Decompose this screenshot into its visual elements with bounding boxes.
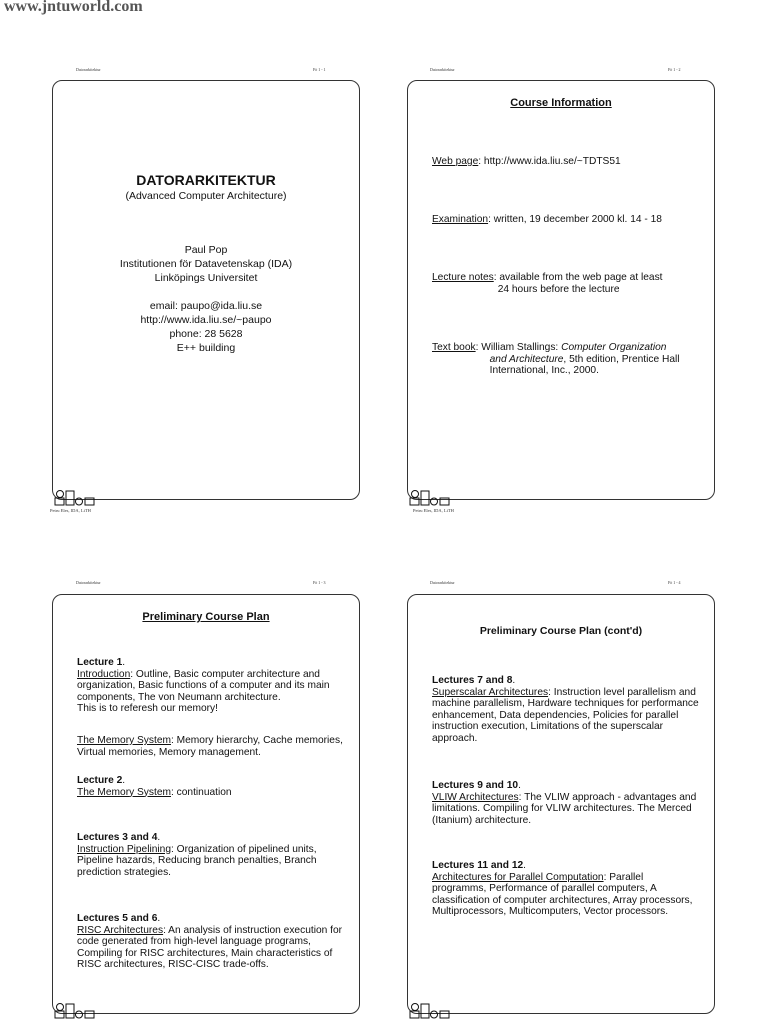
slide-2 (407, 80, 715, 500)
lecture-topic: VLIW Architectures (432, 791, 519, 803)
page-number: Fö 1 - 3 (313, 580, 326, 585)
page-number: Fö 1 - 2 (668, 67, 681, 72)
lecture-notes-row (432, 272, 700, 295)
lecture-2: Lecture 2. The Memory System: continuation (77, 775, 232, 798)
lectures-9-10: Lectures 9 and 10. VLIW Architectures: The VLIW approach - advantages and limitations. Compiling for VLIW architectures. The Merced (Itanium) architecture. (432, 780, 697, 826)
lecture-notes-label: Lecture notes (432, 272, 494, 283)
examination-value: : written, 19 december 2000 kl. 14 - 18 (488, 214, 662, 225)
homepage-url: http://www.ida.liu.se/~paupo (140, 314, 272, 326)
lecture-heading: Lecture 2 (77, 775, 123, 786)
lecture-heading: Lectures 11 and 12 (432, 860, 524, 871)
lectures-3-4: Lectures 3 and 4. Instruction Pipelining: Organization of pipelined units, Pipeline hazards, Reducing branch penalties, Branch prediction strategies. (77, 832, 317, 878)
lecture-1: Lecture 1. Introduction: Outline, Basic computer architecture and organization, Basic functions of a computer and its main components, The von Neumann architecture. This is to referesh our memory! (77, 657, 345, 715)
text-book-label: Text book (432, 342, 476, 353)
slide-title: Course Information (510, 97, 612, 109)
lectures-5-6: Lectures 5 and 6. RISC Architectures: An analysis of instruction execution for code generated from high-level language programs, Compiling for RISC architectures, Main characteristics of RISC architectures, RISC-CISC trade-offs. (77, 913, 343, 970)
lectures-11-12: Lectures 11 and 12. Architectures for Parallel Computation: Parallel programms, Performance of parallel computers, A classification of computer architectures, Array processors, Multiprocessors, Multicomputers, Vector processors. (432, 860, 693, 917)
lecture-topic: The Memory System (77, 735, 171, 746)
header-left: Datorarkitektur (76, 580, 101, 585)
lecture-description: : Memory hierarchy, Cache memories, Virtual memories, Memory management. (77, 735, 343, 758)
slide-subtitle: (Advanced Computer Architecture) (125, 190, 287, 202)
examination-label: Examination (432, 214, 489, 225)
building: E++ building (176, 342, 236, 354)
web-page-row (432, 156, 700, 168)
lecture-topic: RISC Architectures (77, 924, 164, 936)
lecture-topic: Instruction Pipelining (77, 843, 172, 855)
header-left: Datorarkitektur (430, 580, 455, 585)
watermark: www.jntuworld.com (4, 0, 143, 15)
text-book-row (432, 342, 700, 377)
lecture-heading: Lectures 7 and 8 (432, 675, 513, 686)
page-number: Fö 1 - 4 (668, 580, 681, 585)
slide-title: DATORARKITEKTUR (136, 172, 276, 188)
lecture-heading: Lectures 9 and 10 (432, 780, 519, 791)
lecture-topic: Introduction (77, 668, 131, 680)
slide-title: Preliminary Course Plan (142, 611, 270, 623)
footer-left: Petru Eles, IDA, LiTH (413, 508, 454, 513)
university: Linköpings Universitet (154, 272, 258, 284)
web-page-label: Web page (432, 156, 479, 167)
lecture-description: : Parallel programms, Performance of parallel computers, A classification of computer architectures, Array processors, Multiprocessors, Multicomputers, Vector processors. (432, 871, 693, 917)
lecture-heading: Lectures 3 and 4 (77, 832, 158, 843)
lecture-notes-value-2: 24 hours before the lecture (497, 283, 620, 295)
text-book-publisher: International, Inc., 2000. (489, 365, 599, 376)
ida-logo-icon (54, 1003, 98, 1019)
lecture-1-memory (77, 735, 345, 758)
slide-3 (52, 594, 360, 1014)
web-page-value: : http://www.ida.liu.se/~TDTS51 (478, 156, 621, 167)
lecture-topic: Superscalar Architectures (432, 686, 549, 698)
department: Institutionen för Datavetenskap (IDA) (119, 258, 293, 270)
page-number: Fö 1 - 1 (313, 67, 326, 72)
footer-left: Petru Eles, IDA, LiTH (50, 508, 91, 513)
lectures-7-8: Lectures 7 and 8. Superscalar Architectures: Instruction level parallelism and machine parallelism, Hardware techniques for performance enhancement, Data dependencies, Policies for parallel instruction execution, Limitations of the superscalar approach. (432, 675, 699, 744)
slide-4 (407, 594, 715, 1014)
lecture-notes-value: : available from the web page at least (493, 272, 663, 283)
slide-1 (52, 80, 360, 500)
lecture-description: : continuation (170, 786, 232, 798)
lecture-topic: The Memory System (77, 786, 171, 798)
phone: phone: 28 5628 (169, 328, 243, 340)
lecture-description: : Instruction level parallelism and machine parallelism, Hardware techniques for performance enhancement, Data dependencies, Policies for parallel instruction execution, Limitations of the superscalar approach. (432, 686, 699, 744)
text-book-title-1: Computer Organization (561, 342, 667, 353)
lecture-description: : An analysis of instruction execution for code generated from high-level language programs, Compiling for RISC architectures, Main characteristics of RISC architectures, RISC-CISC trade-offs. (77, 924, 343, 970)
ida-logo-icon (409, 1003, 453, 1019)
text-book-title-2: and Architecture (489, 353, 564, 365)
slide-title: Preliminary Course Plan (cont'd) (479, 625, 643, 637)
email: email: paupo@ida.liu.se (149, 300, 263, 312)
ida-logo-icon (54, 490, 98, 506)
header-left: Datorarkitektur (430, 67, 455, 72)
text-book-edition: , 5th edition, Prentice Hall (563, 353, 680, 365)
lecture-topic: Architectures for Parallel Computation (432, 871, 604, 883)
text-book-prefix: : William Stallings: (475, 342, 562, 353)
lecture-description: : Organization of pipelined units, Pipeline hazards, Reducing branch penalties, Branch prediction strategies. (77, 843, 317, 878)
lecture-heading: Lecture 1 (77, 657, 123, 668)
lecture-description: : The VLIW approach - advantages and limitations. Compiling for VLIW architectures. The Merced (Itanium) architecture. (432, 791, 697, 826)
header-left: Datorarkitektur (76, 67, 101, 72)
examination-row (432, 214, 700, 226)
lecture-description: : Outline, Basic computer architecture and organization, Basic functions of a computer and its main components, The von Neumann architecture. (77, 668, 330, 703)
author-name: Paul Pop (184, 244, 228, 256)
lecture-heading: Lectures 5 and 6 (77, 913, 158, 924)
ida-logo-icon (409, 490, 453, 506)
lecture-note: This is to referesh our memory! (77, 703, 218, 714)
